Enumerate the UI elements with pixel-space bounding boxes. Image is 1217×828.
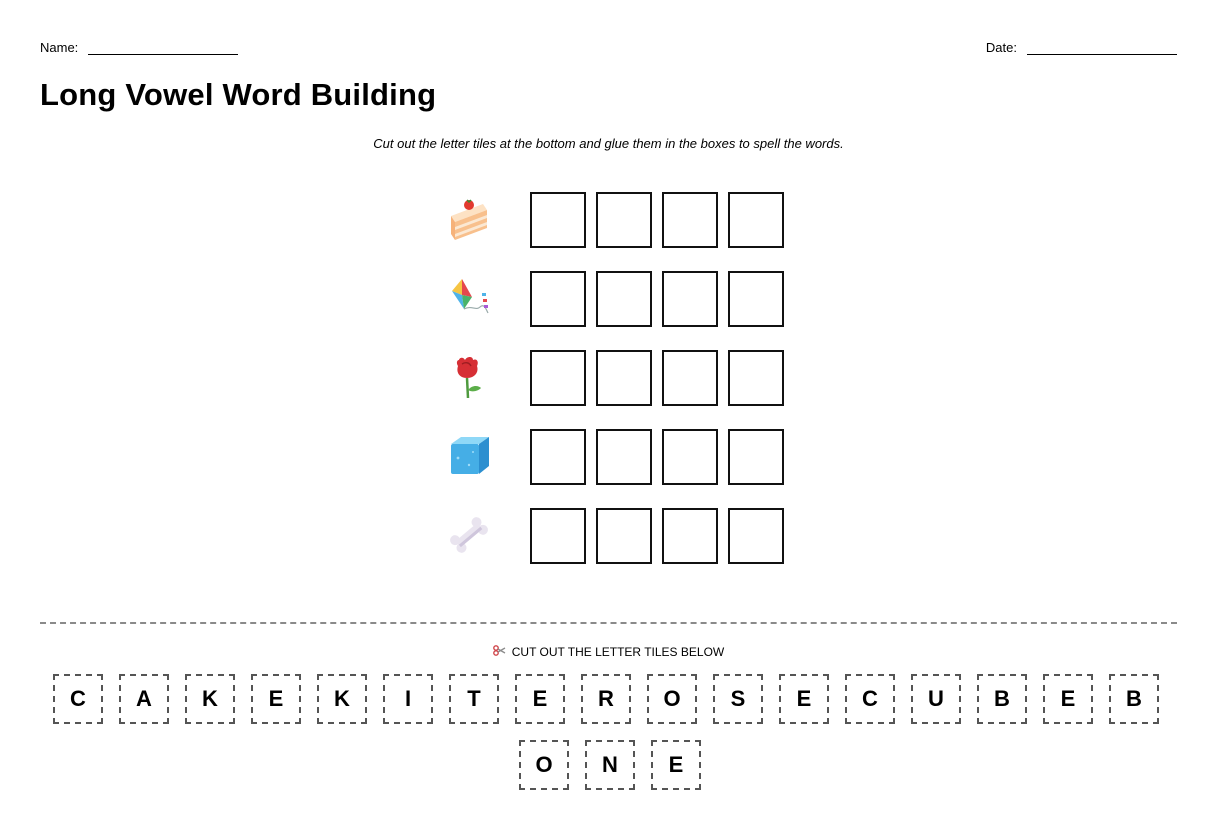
cube-icon (444, 429, 494, 483)
instructions: Cut out the letter tiles at the bottom and glue them in the boxes to spell the words. (373, 136, 844, 151)
letter-box[interactable] (530, 350, 586, 406)
letter-box[interactable] (596, 508, 652, 564)
date-label: Date: (985, 40, 1017, 55)
cut-label-text: CUT OUT THE LETTER TILES BELOW (511, 645, 725, 659)
letter-box[interactable] (728, 271, 784, 327)
letter-tiles (40, 674, 1180, 806)
date-line[interactable] (1027, 43, 1177, 55)
letter-box[interactable] (596, 429, 652, 485)
letter-tile[interactable]: E (779, 674, 829, 724)
letter-box[interactable] (728, 192, 784, 248)
scissors-icon (493, 645, 512, 659)
letter-box[interactable] (530, 192, 586, 248)
letter-box[interactable] (596, 271, 652, 327)
word-row (444, 429, 494, 483)
letter-box[interactable] (662, 271, 718, 327)
name-field[interactable] (40, 40, 238, 55)
rose-icon (444, 350, 494, 404)
date-field[interactable] (986, 40, 1177, 55)
letter-box[interactable] (530, 271, 586, 327)
letter-box[interactable] (662, 429, 718, 485)
letter-tile[interactable]: E (651, 740, 701, 790)
word-row (444, 192, 494, 246)
kite-icon (444, 271, 494, 325)
letter-tile[interactable]: K (185, 674, 235, 724)
letter-tile[interactable]: U (911, 674, 961, 724)
cut-section-label (0, 645, 1217, 659)
word-row (444, 350, 494, 404)
header-row (40, 40, 1177, 56)
letter-boxes (530, 271, 794, 327)
name-label: Name: (40, 40, 79, 55)
letter-box[interactable] (530, 429, 586, 485)
letter-boxes (530, 350, 794, 406)
letter-box[interactable] (596, 350, 652, 406)
letter-tile[interactable]: E (251, 674, 301, 724)
word-row (444, 271, 494, 325)
letter-box[interactable] (662, 350, 718, 406)
cake-icon (444, 192, 494, 246)
letter-tile[interactable]: K (317, 674, 367, 724)
cut-line (40, 622, 1177, 624)
letter-tile[interactable]: N (585, 740, 635, 790)
letter-tile[interactable]: R (581, 674, 631, 724)
letter-boxes (530, 192, 794, 248)
letter-box[interactable] (728, 429, 784, 485)
letter-box[interactable] (530, 508, 586, 564)
letter-box[interactable] (728, 508, 784, 564)
letter-box[interactable] (596, 192, 652, 248)
name-line[interactable] (88, 43, 238, 55)
letter-boxes (530, 429, 794, 485)
letter-tile[interactable]: S (713, 674, 763, 724)
letter-tile[interactable]: B (977, 674, 1027, 724)
bone-icon (444, 508, 494, 562)
letter-box[interactable] (662, 508, 718, 564)
letter-tile[interactable]: B (1109, 674, 1159, 724)
letter-tile[interactable]: E (515, 674, 565, 724)
letter-tile[interactable]: E (1043, 674, 1093, 724)
page-title: Long Vowel Word Building (40, 77, 437, 112)
word-row (444, 508, 494, 562)
letter-box[interactable] (662, 192, 718, 248)
letter-tile[interactable]: A (119, 674, 169, 724)
letter-tile[interactable]: O (647, 674, 697, 724)
letter-boxes (530, 508, 794, 564)
letter-box[interactable] (728, 350, 784, 406)
letter-tile[interactable]: O (519, 740, 569, 790)
letter-tile[interactable]: C (845, 674, 895, 724)
letter-tile[interactable]: T (449, 674, 499, 724)
letter-tile[interactable]: C (53, 674, 103, 724)
letter-tile[interactable]: I (383, 674, 433, 724)
